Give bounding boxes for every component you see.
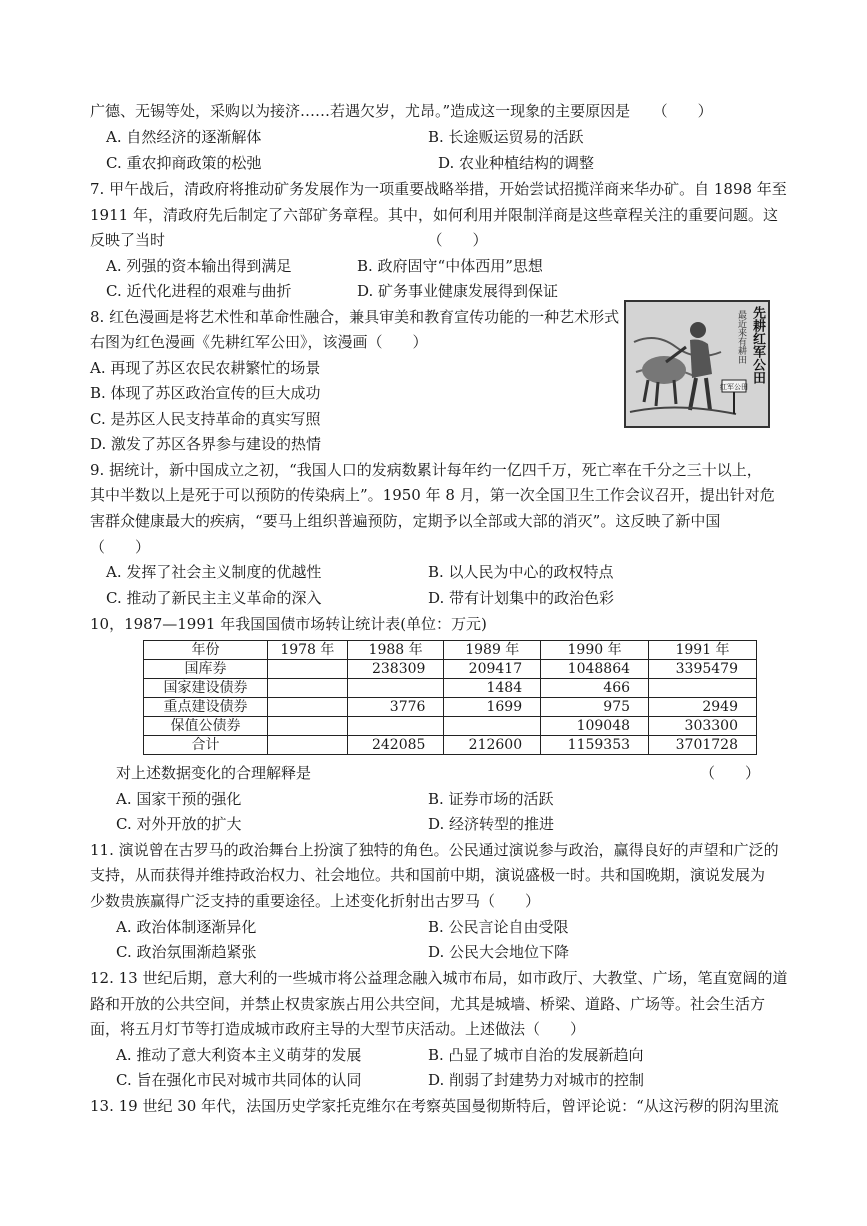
- q9-option-b: B. 以人民为中心的政权特点: [428, 563, 614, 581]
- table-cell: [347, 717, 444, 736]
- q11-option-a: A. 政治体制逐渐异化: [116, 918, 257, 936]
- table-cell: 303300: [649, 717, 757, 736]
- cartoon-title: 先耕红军公田: [750, 306, 765, 384]
- table-cell: 3776: [347, 698, 444, 717]
- table-row-label: 保值公债券: [144, 717, 268, 736]
- cartoon-drawing: [626, 302, 768, 426]
- table-cell: 212600: [444, 736, 541, 755]
- table-cell: [649, 679, 757, 698]
- q8-option-a: A. 再现了苏区农民农耕繁忙的场景: [90, 359, 321, 377]
- q6-stem: 广德、无锡等处，采购以为接济……若遇欠岁，尤昂。”造成这一现象的主要原因是 （ ）: [90, 102, 713, 120]
- table-header-row: [144, 641, 757, 660]
- q8-stem-2: 右图为红色漫画《先耕红军公田》，该漫画（ ）: [90, 333, 428, 351]
- q8-option-b: B. 体现了苏区政治宣传的巨大成功: [90, 384, 321, 402]
- q11-option-b: B. 公民言论自由受限: [428, 918, 569, 936]
- red-cartoon-image: [624, 300, 770, 428]
- table-row: [144, 717, 757, 736]
- q12-stem-3: 面，将五月灯节等打造成城市政府主导的大型节庆活动。上述做法（ ）: [90, 1020, 586, 1038]
- q7-stem-1: 7. 甲午战后，清政府将推动矿务发展作为一项重要战略举措，开始尝试招揽洋商来华办矿。自 1898 年至: [90, 180, 787, 198]
- q11-option-d: D. 公民大会地位下降: [428, 943, 570, 961]
- q9-stem-2: 其中半数以上是死于可以预防的传染病上”。1950 年 8 月，第一次全国卫生工作会议召开，提出针对危: [90, 486, 775, 504]
- q7-option-c: C. 近代化进程的艰难与曲折: [106, 282, 292, 300]
- table-row: [144, 698, 757, 717]
- q11-stem-1: 11. 演说曾在古罗马的政治舞台上扮演了独特的角色。公民通过演说参与政治，赢得良好的声望和广泛的: [90, 841, 779, 859]
- q6-option-a: A. 自然经济的逐渐解体: [106, 128, 262, 146]
- table-cell: [268, 660, 348, 679]
- table-row: [144, 660, 757, 679]
- table-cell: [268, 736, 348, 755]
- q7-option-a: A. 列强的资本输出得到满足: [106, 257, 292, 275]
- q12-option-c: C. 旨在强化市民对城市共同体的认同: [116, 1071, 362, 1089]
- table-row-label: 合计: [144, 736, 268, 755]
- q11-stem-3: 少数贵族赢得广泛支持的重要途径。上述变化折射出古罗马（ ）: [90, 892, 541, 910]
- q6-option-c: C. 重农抑商政策的松弛: [106, 154, 262, 172]
- table-cell: 3701728: [649, 736, 757, 755]
- table-header-cell: 1988 年: [347, 641, 444, 660]
- table-cell: 1699: [444, 698, 541, 717]
- q8-option-d: D. 激发了苏区各界参与建设的热情: [90, 435, 322, 453]
- q12-option-d: D. 削弱了封建势力对城市的控制: [428, 1071, 645, 1089]
- table-cell: 1484: [444, 679, 541, 698]
- table-cell: 109048: [541, 717, 649, 736]
- q10-option-d: D. 经济转型的推进: [428, 815, 555, 833]
- cartoon-sign: 红军公田: [720, 383, 748, 391]
- table-cell: 1159353: [541, 736, 649, 755]
- q7-stem-3: 反映了当时 （ ）: [90, 231, 488, 249]
- table-cell: 3395479: [649, 660, 757, 679]
- table-cell: 209417: [444, 660, 541, 679]
- table-cell: 466: [541, 679, 649, 698]
- q9-stem-3: 害群众健康最大的疾病，“要马上组织普遍预防，定期予以全部或大部的消灭”。这反映了新中国: [90, 512, 721, 530]
- q9-option-d: D. 带有计划集中的政治色彩: [428, 589, 615, 607]
- q11-stem-2: 支持，从而获得并维持政治权力、社会地位。共和国前中期，演说盛极一时。共和国晚期，演说发展为: [90, 866, 766, 884]
- q11-option-c: C. 政治氛围渐趋紧张: [116, 943, 257, 961]
- table-cell: 238309: [347, 660, 444, 679]
- q12-stem-2: 路和开放的公共空间，并禁止权贵家族占用公共空间，尤其是城墙、桥梁、道路、广场等。社会生活方: [90, 995, 766, 1013]
- q7-stem-2: 1911 年，清政府先后制定了六部矿务章程。其中，如何利用并限制洋商是这些章程关注的重要问题。这: [90, 206, 778, 224]
- table-cell: 975: [541, 698, 649, 717]
- table-header-cell: 年份: [144, 641, 268, 660]
- q10-option-a: A. 国家干预的强化: [116, 790, 242, 808]
- table-row-label: 重点建设债券: [144, 698, 268, 717]
- q10-title: 10，1987—1991 年我国国债市场转让统计表(单位：万元): [90, 615, 487, 633]
- q9-stem-1: 9. 据统计，新中国成立之初，“我国人口的发病数累计每年约一亿四千万，死亡率在千分之三十以上，: [90, 461, 762, 479]
- q12-stem-1: 12. 13 世纪后期，意大利的一些城市将公益理念融入城市布局，如市政厅、大教堂、广场，笔直宽阔的道: [90, 969, 788, 987]
- q10-answer-paren: （ ）: [700, 764, 761, 782]
- table-cell: 242085: [347, 736, 444, 755]
- q6-option-b: B. 长途贩运贸易的活跃: [428, 128, 584, 146]
- q10-ask: 对上述数据变化的合理解释是: [116, 764, 312, 782]
- q13-stem-1: 13. 19 世纪 30 年代，法国历史学家托克维尔在考察英国曼彻斯特后，曾评论说：“从这污秽的阴沟里流: [90, 1097, 779, 1115]
- table-header-cell: 1990 年: [541, 641, 649, 660]
- q8-stem-1: 8. 红色漫画是将艺术性和革命性融合，兼具审美和教育宣传功能的一种艺术形式: [90, 308, 620, 326]
- q9-option-a: A. 发挥了社会主义制度的优越性: [106, 563, 322, 581]
- table-header-cell: 1978 年: [268, 641, 348, 660]
- q12-option-b: B. 凸显了城市自治的发展新趋向: [428, 1046, 644, 1064]
- table-cell: 1048864: [541, 660, 649, 679]
- table-row: [144, 736, 757, 755]
- q12-option-a: A. 推动了意大利资本主义萌芽的发展: [116, 1046, 362, 1064]
- q10-option-c: C. 对外开放的扩大: [116, 815, 242, 833]
- table-cell: [268, 698, 348, 717]
- table-row-label: 国家建设债券: [144, 679, 268, 698]
- q8-option-c: C. 是苏区人民支持革命的真实写照: [90, 410, 321, 428]
- q9-stem-4: （ ）: [90, 538, 151, 556]
- q6-option-d: D. 农业种植结构的调整: [438, 154, 595, 172]
- table-header-cell: 1991 年: [649, 641, 757, 660]
- table-cell: [347, 679, 444, 698]
- table-row-label: 国库券: [144, 660, 268, 679]
- table-cell: 2949: [649, 698, 757, 717]
- q7-option-b: B. 政府固守“中体西用”思想: [357, 257, 543, 275]
- table-row: [144, 679, 757, 698]
- q7-option-d: D. 矿务事业健康发展得到保证: [357, 282, 559, 300]
- table-header-cell: 1989 年: [444, 641, 541, 660]
- bond-statistics-table: [143, 640, 757, 755]
- table-cell: [268, 679, 348, 698]
- table-cell: [444, 717, 541, 736]
- q10-option-b: B. 证券市场的活跃: [428, 790, 554, 808]
- cartoon-subtitle: 最近来有耕田: [736, 310, 746, 364]
- q9-option-c: C. 推动了新民主主义革命的深入: [106, 589, 322, 607]
- table-cell: [268, 717, 348, 736]
